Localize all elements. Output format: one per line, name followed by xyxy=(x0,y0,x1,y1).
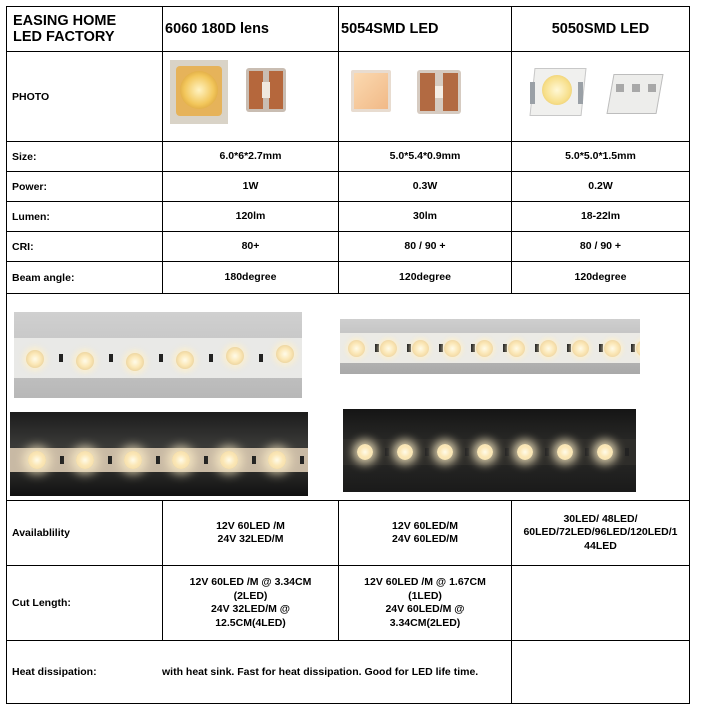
row-label-power: Power: xyxy=(12,180,48,193)
cri-5054: 80 / 90 + xyxy=(404,239,446,252)
resistor xyxy=(545,448,549,456)
lumen-6060: 120lm xyxy=(235,209,266,222)
led-chip xyxy=(348,340,365,357)
led-chip xyxy=(26,350,44,368)
lumen-5054: 30lm xyxy=(413,209,437,222)
resistor xyxy=(108,456,112,464)
led-chip xyxy=(124,451,142,469)
led-chip xyxy=(517,444,533,460)
led-chip xyxy=(380,340,397,357)
row-label-photo: PHOTO xyxy=(12,90,50,103)
led-chip xyxy=(220,451,238,469)
led-5050-front-photo xyxy=(526,64,588,122)
resistor xyxy=(259,354,263,362)
resistor xyxy=(159,354,163,362)
cut-length-6060-line-2: (2LED) xyxy=(233,589,268,602)
availability-5050-line-1: 30LED/ 48LED/ xyxy=(563,512,638,525)
size-5054: 5.0*5.4*0.9mm xyxy=(389,149,461,162)
led-strip-photo-6060-bare xyxy=(14,312,302,398)
resistor xyxy=(503,344,507,352)
company-name xyxy=(7,7,162,51)
resistor xyxy=(204,456,208,464)
led-chip xyxy=(126,353,144,371)
size-5050: 5.0*5.0*1.5mm xyxy=(565,149,636,162)
availability-5054 xyxy=(339,501,511,565)
availability-6060-line-2: 24V 32LED/M xyxy=(217,533,284,545)
availability-5054-line-2: 24V 60LED/M xyxy=(392,533,458,545)
resistor xyxy=(439,344,443,352)
resistor xyxy=(385,448,389,456)
led-6060-front-photo xyxy=(170,60,228,124)
resistor xyxy=(465,448,469,456)
resistor xyxy=(109,354,113,362)
lumen-5050: 18-22lm xyxy=(580,209,621,222)
resistor xyxy=(209,354,213,362)
availability-5050-line-2: 60LED/72LED/96LED/120LED/1 xyxy=(523,526,678,539)
cri-6060: 80+ xyxy=(241,239,260,252)
power-5050: 0.2W xyxy=(588,179,613,192)
led-chip xyxy=(397,444,413,460)
led-chip xyxy=(28,451,46,469)
resistor xyxy=(60,456,64,464)
row-label-lumen: Lumen: xyxy=(12,210,50,223)
led-strip-photo-5054-heatsink xyxy=(343,409,636,492)
column-header-5050: 5050SMD LED xyxy=(551,21,650,37)
cut-length-6060 xyxy=(163,566,338,640)
row-label-heat-dissipation: Heat dissipation: xyxy=(12,666,97,678)
resistor xyxy=(567,344,571,352)
resistor xyxy=(599,344,603,352)
cut-length-5054-line-1: 12V 60LED /M @ 1.67CM xyxy=(364,576,486,588)
resistor xyxy=(252,456,256,464)
availability-5050-line-3: 44LED xyxy=(584,539,617,552)
resistor xyxy=(59,354,63,362)
cut-length-6060-line-3: 24V 32LED/M @ xyxy=(210,603,291,615)
resistor xyxy=(585,448,589,456)
resistor xyxy=(505,448,509,456)
led-chip xyxy=(572,340,589,357)
cut-length-5054 xyxy=(339,566,511,640)
row-label-cut-length: Cut Length: xyxy=(12,597,71,609)
resistor xyxy=(300,456,304,464)
led-5054-back-photo xyxy=(417,70,461,114)
led-strip-photo-6060-heatsink xyxy=(10,412,308,496)
cut-length-5054-line-2: (1LED) xyxy=(408,589,442,602)
cut-length-5054-line-3: 24V 60LED/M @ xyxy=(385,603,465,615)
beam-5050: 120degree xyxy=(574,270,627,283)
led-chip xyxy=(597,444,613,460)
row-label-beam-angle: Beam angle: xyxy=(12,271,75,284)
availability-6060-line-1: 12V 60LED /M xyxy=(216,519,285,532)
resistor xyxy=(471,344,475,352)
led-chip xyxy=(604,340,621,357)
led-chip xyxy=(176,351,194,369)
resistor xyxy=(625,448,629,456)
beam-5054: 120degree xyxy=(399,270,451,283)
led-6060-back-photo xyxy=(246,68,286,112)
led-5054-front-photo xyxy=(351,70,391,112)
led-chip xyxy=(476,340,493,357)
cut-length-5054-line-4: 3.34CM(2LED) xyxy=(389,616,461,629)
led-5050-back-photo xyxy=(606,68,664,120)
cut-length-6060-line-4: 12.5CM(4LED) xyxy=(215,616,286,629)
led-chip xyxy=(412,340,429,357)
company-line-2: LED FACTORY xyxy=(13,29,115,45)
resistor xyxy=(425,448,429,456)
resistor xyxy=(535,344,539,352)
power-6060: 1W xyxy=(242,179,259,192)
row-label-availability: Availablility xyxy=(12,527,70,539)
size-6060: 6.0*6*2.7mm xyxy=(219,149,282,162)
availability-6060 xyxy=(163,501,338,565)
heat-dissipation-text: with heat sink. Fast for heat dissipation. Good for LED life time. xyxy=(162,666,479,678)
led-chip xyxy=(76,451,94,469)
led-chip xyxy=(540,340,557,357)
availability-5054-line-1: 12V 60LED/M xyxy=(392,519,458,532)
resistor xyxy=(631,344,635,352)
column-header-5054: 5054SMD LED xyxy=(341,21,439,37)
availability-5050 xyxy=(512,501,689,565)
spec-table xyxy=(6,6,690,704)
led-chip xyxy=(437,444,453,460)
resistor xyxy=(375,344,379,352)
led-chip xyxy=(477,444,493,460)
led-chip xyxy=(172,451,190,469)
led-chip xyxy=(268,451,286,469)
resistor xyxy=(156,456,160,464)
cri-5050: 80 / 90 + xyxy=(579,239,622,252)
row-label-size: Size: xyxy=(12,150,37,163)
beam-6060: 180degree xyxy=(224,270,277,283)
cut-length-6060-line-1: 12V 60LED /M @ 3.34CM xyxy=(189,576,312,588)
led-chip xyxy=(444,340,461,357)
column-header-6060: 6060 180D lens xyxy=(165,21,269,37)
row-label-cri: CRI: xyxy=(12,240,34,253)
resistor xyxy=(407,344,411,352)
led-chip xyxy=(557,444,573,460)
company-line-1: EASING HOME xyxy=(13,13,117,29)
power-5054: 0.3W xyxy=(412,179,438,192)
led-chip xyxy=(357,444,373,460)
led-chip xyxy=(508,340,525,357)
led-strip-photo-5054-bare xyxy=(340,319,640,374)
